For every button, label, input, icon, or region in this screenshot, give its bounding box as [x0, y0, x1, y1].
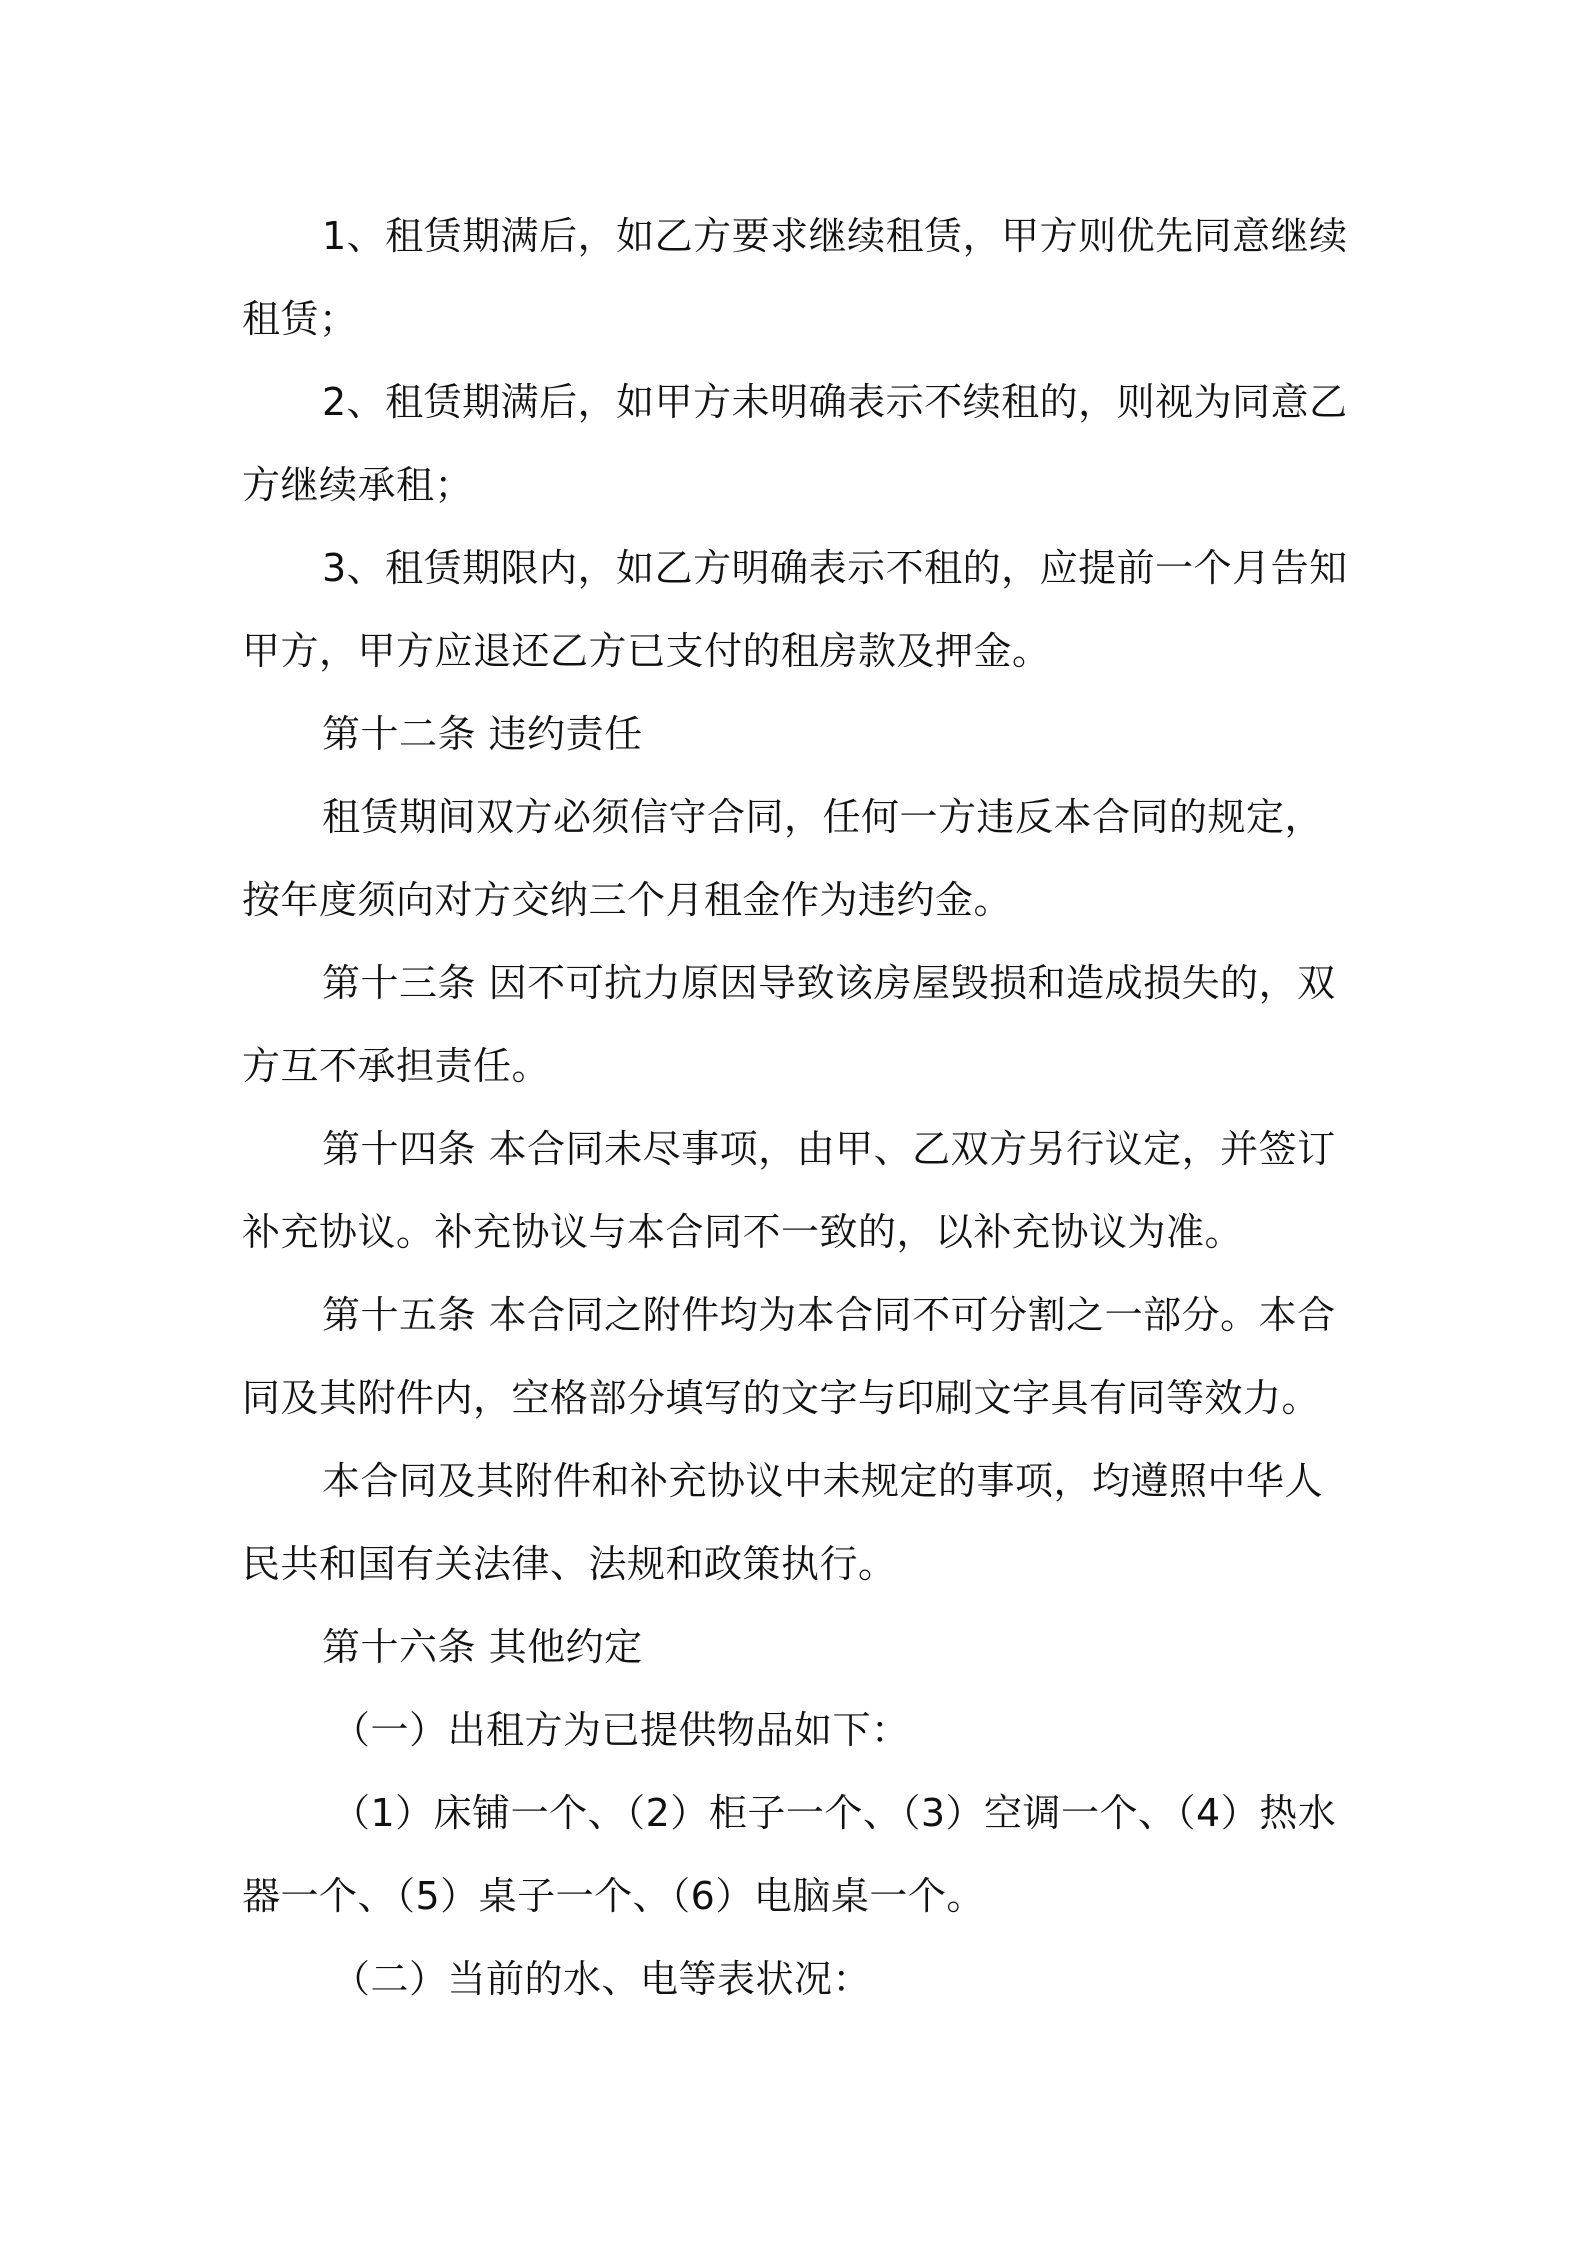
- clause-renewal-2: 2、租赁期满后，如甲方未明确表示不续租的，则视为同意乙方继续承租；: [242, 380, 1348, 507]
- article-14: 第十四条 本合同未尽事项，由甲、乙双方另行议定，并签订补充协议。补充协议与本合同不一致的，以补充协议为准。: [242, 1127, 1336, 1254]
- clause-renewal-3: 3、租赁期限内，如乙方明确表示不租的，应提前一个月告知甲方，甲方应退还乙方已支付的租房款及押金。: [242, 546, 1348, 673]
- article-16-item-1-list: （1）床铺一个、（2）柜子一个、（3）空调一个、（4）热水器一个、（5）桌子一个、（6）电脑桌一个。: [242, 1791, 1337, 1918]
- article-16-item-1-heading: （一）出租方为已提供物品如下：: [332, 1708, 910, 1752]
- article-16-item-2-heading: （二）当前的水、电等表状况：: [332, 1957, 872, 2001]
- clause-renewal-1: 1、租赁期满后，如乙方要求继续租赁，甲方则优先同意继续租赁；: [242, 214, 1348, 341]
- article-16-heading: 第十六条 其他约定: [322, 1625, 643, 1669]
- article-12-body: 租赁期间双方必须信守合同，任何一方违反本合同的规定，按年度须向对方交纳三个月租金作为违约金。: [242, 795, 1324, 922]
- article-15-supplement: 本合同及其附件和补充协议中未规定的事项，均遵照中华人民共和国有关法律、法规和政策执行。: [242, 1459, 1324, 1586]
- article-15: 第十五条 本合同之附件均为本合同不可分割之一部分。本合同及其附件内，空格部分填写的文字与印刷文字具有同等效力。: [242, 1293, 1336, 1420]
- article-13: 第十三条 因不可抗力原因导致该房屋毁损和造成损失的，双方互不承担责任。: [242, 961, 1336, 1088]
- document-body: [242, 195, 1360, 2021]
- article-12-heading: 第十二条 违约责任: [322, 712, 643, 756]
